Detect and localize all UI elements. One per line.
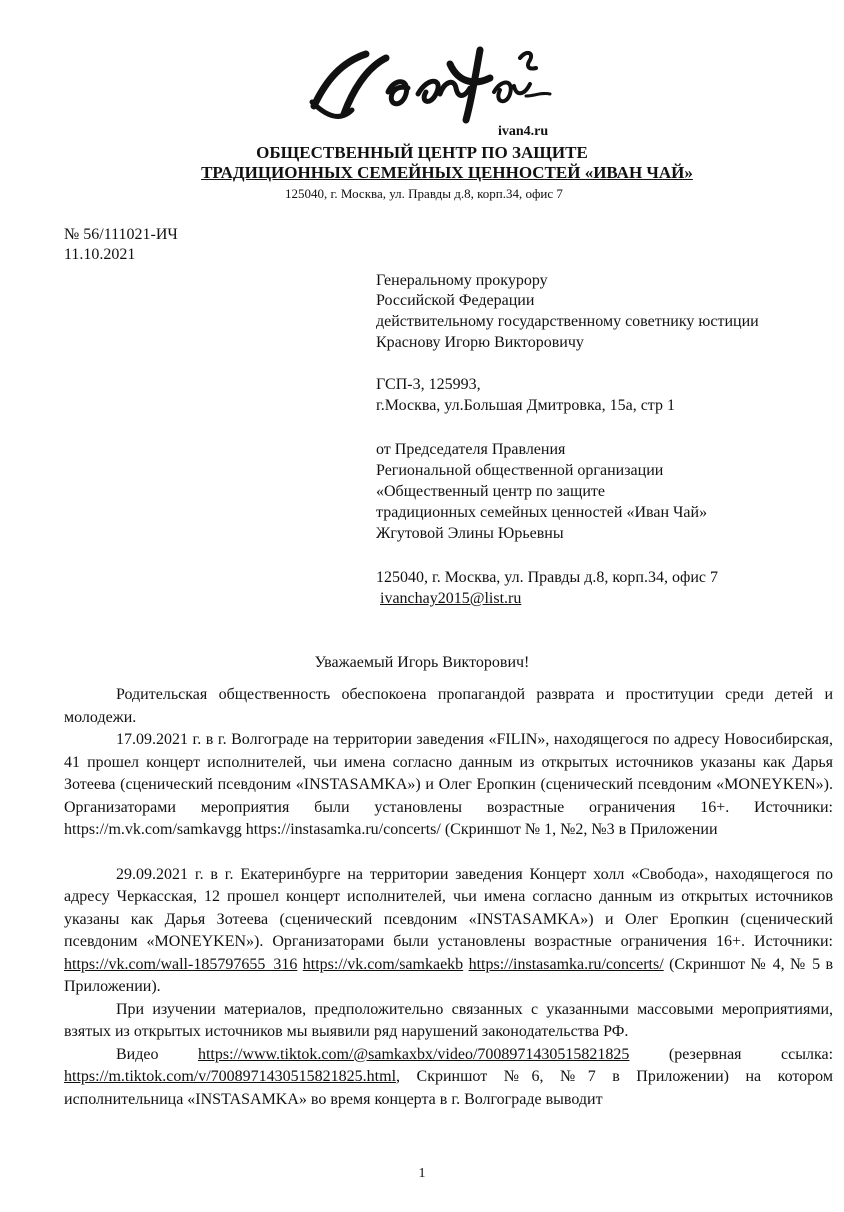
paragraph-text: 29.09.2021 г. в г. Екатеринбурге на территории заведения Концерт холл «Свобода», находящегося по адресу Черкасская, 12 прошел концерт исполнителей, чьи имена согласно данным из открытых источников указаны как Дарья Зотеева (сценический псевдоним «INSTASAMKA») и Олег Еропкин (сценический псевдоним «MONEYKEN»). Организаторами были установлены возрастные ограничения 16+. Источники: <box>64 865 833 950</box>
paragraph: Родительская общественность обеспокоена пропагандой разврата и проституции среди детей и молодежи. <box>64 686 833 726</box>
paragraph-text: (резервная ссылка: <box>668 1045 834 1063</box>
backup-link[interactable]: https://m.tiktok.com/v/7008971430515821825.html <box>64 1068 397 1085</box>
greeting: Уважаемый Игорь Викторович! <box>314 654 530 671</box>
sender-line: «Общественный центр по защите <box>376 483 605 500</box>
sender-address: 125040, г. Москва, ул. Правды д.8, корп.34, офис 7 <box>376 569 718 586</box>
document-date: 11.10.2021 <box>64 246 136 263</box>
recipient-line: Российской Федерации <box>376 292 535 309</box>
recipient-address-line: г.Москва, ул.Большая Дмитровка, 15а, стр 1 <box>376 397 675 414</box>
source-link[interactable]: https://instasamka.ru/concerts/ <box>468 955 664 973</box>
document-number: № 56/111021-ИЧ <box>64 226 178 243</box>
letter-body <box>64 684 833 1111</box>
org-name-line2: ТРАДИЦИОННЫХ СЕМЕЙНЫХ ЦЕННОСТЕЙ «ИВАН ЧАЙ» <box>201 163 693 182</box>
recipient-line: действительному государственному советнику юстиции <box>376 313 759 330</box>
sender-line: от Председателя Правления <box>376 441 566 458</box>
sender-line: Региональной общественной организации <box>376 462 664 479</box>
org-name-line1: ОБЩЕСТВЕННЫЙ ЦЕНТР ПО ЗАЩИТЕ <box>256 143 588 162</box>
paragraph <box>64 864 833 999</box>
site-url: ivan4.ru <box>498 124 549 139</box>
ivan-chai-logo <box>300 36 560 132</box>
sender-line: традиционных семейных ценностей «Иван Чай» <box>376 504 708 521</box>
recipient-address-line: ГСП-3, 125993, <box>376 376 481 393</box>
page-number: 1 <box>418 1166 426 1181</box>
sender-line: Жгутовой Элины Юрьевны <box>376 525 564 542</box>
paragraph <box>64 1044 833 1112</box>
recipient-line: Генеральному прокурору <box>376 272 548 289</box>
sender-email-link[interactable]: ivanchay2015@list.ru <box>380 590 522 607</box>
recipient-line: Краснову Игорю Викторовичу <box>376 334 584 351</box>
org-address: 125040, г. Москва, ул. Правды д.8, корп.34, офис 7 <box>285 186 563 201</box>
video-link[interactable]: https://www.tiktok.com/@samkaxbx/video/7008971430515821825 <box>197 1045 630 1063</box>
paragraph-text: (Скриншот № 4, № 5 в Приложении). <box>64 955 834 995</box>
source-link[interactable]: https://vk.com/wall-185797655_316 <box>64 955 298 973</box>
paragraph-text: Видео <box>116 1045 159 1063</box>
paragraph-text: , Скриншот №6, №7 в Приложении) на котором исполнительница «INSTASAMKA» во время концерта в г. Волгограде выводит <box>64 1068 833 1108</box>
paragraph: 17.09.2021 г. в г. Волгограде на территории заведения «FILIN», находящегося по адресу Новосибирская, 41 прошел концерт исполнителей, чьи имена согласно данным из открытых источников указаны как Дарья Зотеева (сценический псевдоним «INSTASAMKA») и Олег Еропкин (сценический псевдоним «MONEYKEN»). Организаторами мероприятия были установлены возрастные ограничения 16+. Источники: https://m.vk.com/samkavgg https://instasamka.ru/concerts/ (Скриншот № 1, №2, №3 в Приложении <box>64 731 833 838</box>
paragraph: При изучении материалов, предположительно связанных с указанными массовыми мероприятиями, взятых из открытых источников мы выявили ряд нарушений законодательства РФ. <box>64 1000 833 1040</box>
source-link[interactable]: https://vk.com/samkaekb <box>302 955 464 973</box>
